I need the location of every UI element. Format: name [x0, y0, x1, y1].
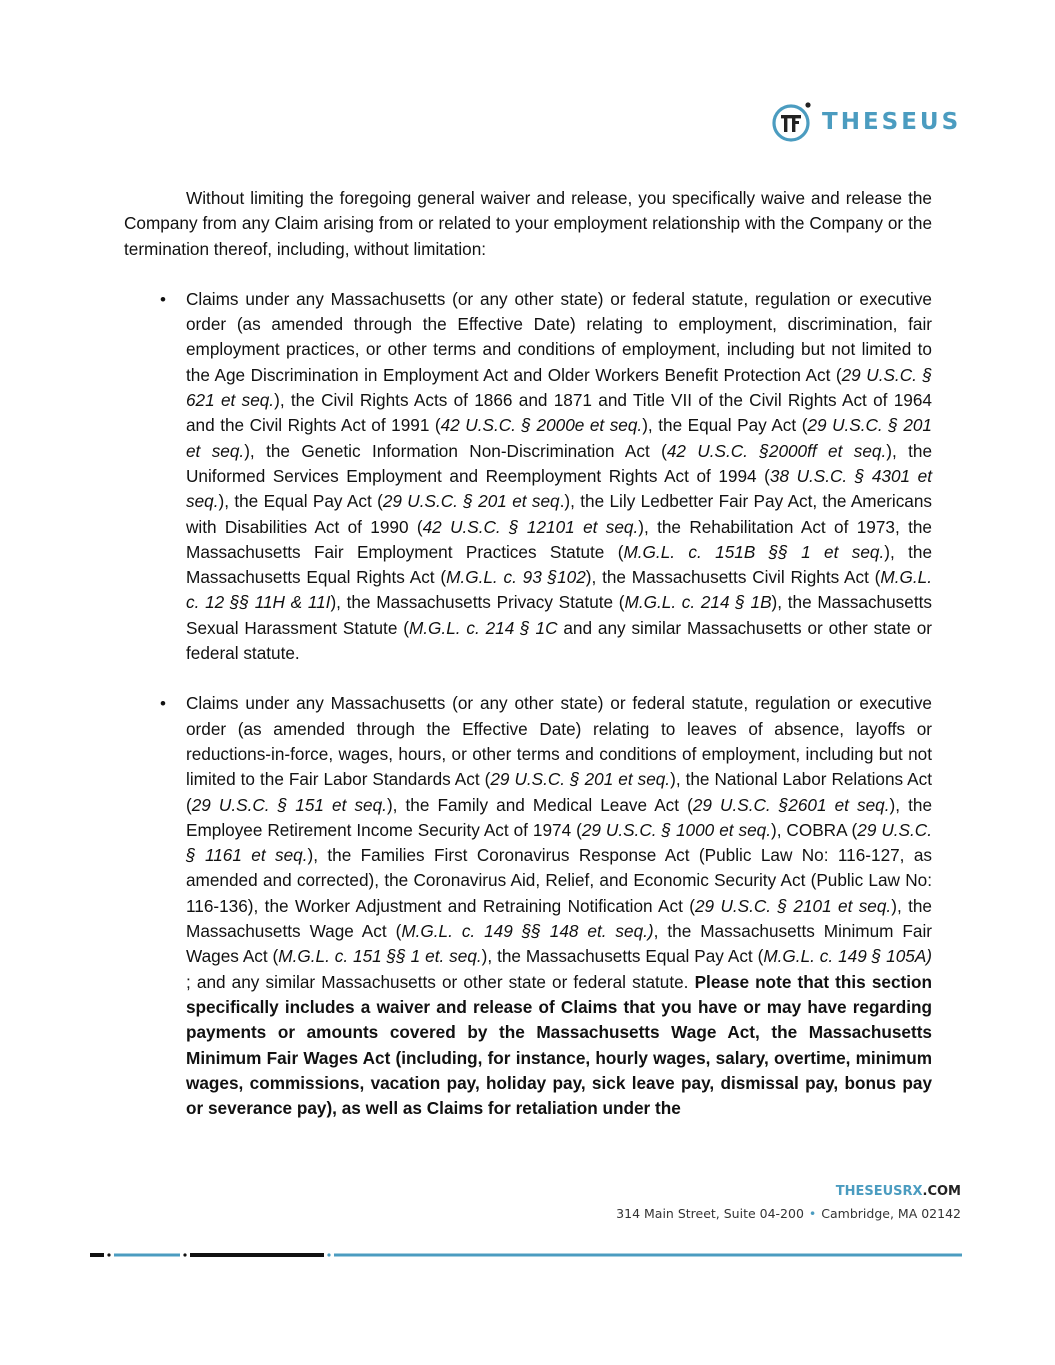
theseus-logo [770, 100, 961, 144]
footer-site-tld: .COM [922, 1184, 961, 1199]
list-item-employment-claims [124, 287, 932, 666]
footer-address-street: 314 Main Street, Suite 04-200 [616, 1206, 804, 1221]
footer-divider [90, 1252, 962, 1258]
claims-list [124, 287, 932, 1122]
bullet-icon: • [160, 694, 166, 714]
footer-site-name: THESEUSRX [835, 1184, 923, 1199]
list-item-wage-claims [124, 691, 932, 1121]
footer-website [836, 1184, 961, 1199]
bullet-icon: • [160, 289, 166, 309]
intro-paragraph: Without limiting the foregoing general waiver and release, you specifically waive and release the Company from any Claim arising from or related to your employment relationship with the Company or the termination thereof, including, without limitation: [124, 188, 932, 259]
logo-wordmark: THESEUS [822, 109, 962, 135]
footer-address-separator: • [808, 1206, 817, 1221]
footer-address [616, 1206, 961, 1221]
document-body [124, 186, 932, 1121]
employment-claims-text: Claims under any Massachusetts (or any other state) or federal statute, regulation or executive order (as amended through the Effective Date) relating to employment, discrimination, fair employment practices, or other terms and conditions of employment, including but not limited to the Age Discrimination in Employment Act and Older Workers Benefit Protection Act (29 U.S.C. § 621 et seq.), the Civil Rights Acts of 1866 and 1871 and Title VII of the Civil Rights Act of 1964 and the Civil Rights Act of 1991 (42 U.S.C. § 2000e et seq.), the Equal Pay Act (29 U.S.C. § 201 et seq.), the Genetic Information Non-Discrimination Act (42 U.S.C. §2000ff et seq.), the Uniformed Services Employment and Reemployment Rights Act of 1994 (38 U.S.C. § 4301 et seq.), the Equal Pay Act (29 U.S.C. § 201 et seq.), the Lily Ledbetter Fair Pay Act, the Americans with Disabilities Act of 1990 (42 U.S.C. § 12101 et seq.), the Rehabilitation Act of 1973, the Massachusetts Fair Employment Practices Statute (M.G.L. c. 151B §§ 1 et seq.), the Massachusetts Equal Rights Act (M.G.L. c. 93 §102), the Massachusetts Civil Rights Act (M.G.L. c. 12 §§ 11H & 11I), the Massachusetts Privacy Statute (M.G.L. c. 214 § 1B), the Massachusetts Sexual Harassment Statute (M.G.L. c. 214 § 1C and any similar Massachusetts or other state or federal statute. [186, 288, 933, 664]
footer-address-city: Cambridge, MA 02142 [821, 1206, 961, 1221]
theseus-logo-icon [770, 101, 812, 143]
wage-claims-text: Claims under any Massachusetts (or any other state) or federal statute, regulation or executive order (as amended through the Effective Date) relating to leaves of absence, layoffs or reductions-in-force, wages, hours, or other terms and conditions of employment, including but not limited to the Fair Labor Standards Act (29 U.S.C. § 201 et seq.), the National Labor Relations Act (29 U.S.C. § 151 et seq.), the Family and Medical Leave Act (29 U.S.C. §2601 et seq.), the Employee Retirement Income Security Act of 1974 (29 U.S.C. § 1000 et seq.), COBRA (29 U.S.C. § 1161 et seq.), the Families First Coronavirus Response Act (Public Law No: 116-127, as amended and corrected), the Coronavirus Aid, Relief, and Economic Security Act (Public Law No: 116-136), the Worker Adjustment and Retraining Notification Act (29 U.S.C. § 2101 et seq.), the Massachusetts Wage Act (M.G.L. c. 149 §§ 148 et. seq.), the Massachusetts Minimum Fair Wages Act (M.G.L. c. 151 §§ 1 et. seq.), the Massachusetts Equal Pay Act (M.G.L. c. 149 § 105A) ; and any similar Massachusetts or other state or federal statute. Please note that this section specifically includes a waiver and release of Claims that you have or may have regarding payments or amounts covered by the Massachusetts Wage Act, the Massachusetts Minimum Fair Wages Act (including, for instance, hourly wages, salary, overtime, minimum wages, commissions, vacation pay, holiday pay, sick leave pay, dismissal pay, bonus pay or severance pay), as well as Claims for retaliation under the [186, 693, 933, 1119]
